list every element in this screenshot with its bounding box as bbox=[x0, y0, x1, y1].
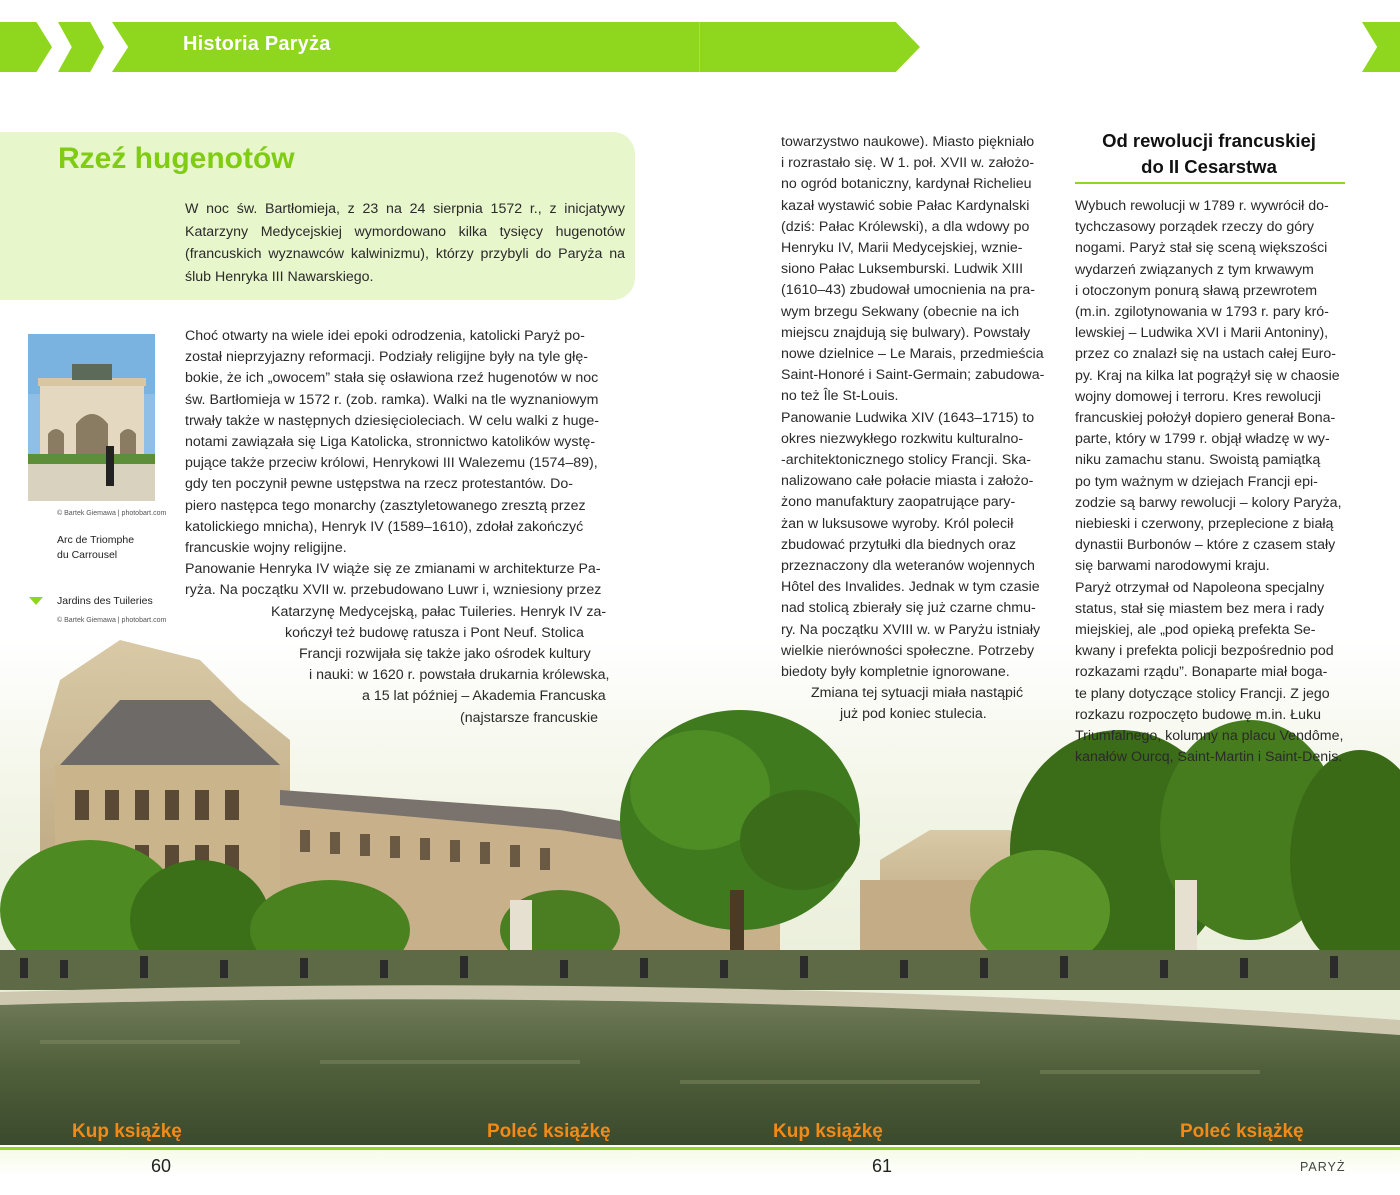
photo-caption: du Carrousel bbox=[57, 549, 118, 561]
text-line: żono manufaktury zaopatrujące pary- bbox=[781, 494, 1016, 511]
text-line: zodzie są barwy rewolucji – kolory Paryża, bbox=[1075, 494, 1342, 511]
text-line: żan w luksusowe wyroby. Król polecił bbox=[781, 515, 1014, 532]
text-line: przez co znalazł się na ustach całej Euro- bbox=[1075, 346, 1337, 363]
text-line: Hôtel des Invalides. Jednak w tym czasie bbox=[781, 579, 1040, 596]
text-line: bokie, że ich „owocem” stała się osławiona rzeź hugenotów w noc bbox=[185, 370, 599, 387]
text-line: miejscu znajdują się bulwary). Powstały bbox=[781, 324, 1031, 341]
text-line: (dziś: Pałac Królewski), a dla wdowy po bbox=[781, 218, 1030, 235]
text-line: przeznaczony dla weteranów wojennych bbox=[781, 558, 1035, 575]
text-line: parte, który w 1799 r. objął władzę w wy- bbox=[1075, 431, 1330, 448]
text-line: i nauki: w 1620 r. powstała drukarnia królewska, bbox=[309, 667, 610, 684]
text-line: Triumfalnego, kolumny na placu Vendôme, bbox=[1075, 728, 1344, 745]
recommend-book-link[interactable]: Poleć książkę bbox=[1180, 1121, 1304, 1142]
text-line: towarzystwo naukowe). Miasto piękniało bbox=[781, 134, 1035, 150]
text-line: a 15 lat później – Akademia Francuska bbox=[362, 688, 606, 705]
text-line: niku zamachu stanu. Swoistą pamiątką bbox=[1075, 452, 1321, 469]
text-line: Panowanie Henryka IV wiąże się ze zmianami w architekturze Pa- bbox=[185, 561, 601, 578]
text-line: dynastii Burbonów – które z czasem stały bbox=[1075, 537, 1336, 554]
text-line: piero następca tego monarchy (zasztyletowanego zresztą przez bbox=[185, 497, 586, 514]
text-line: pujące także przeciw królowi, Henrykowi III Walezemu (1574–89), bbox=[185, 455, 598, 472]
text-line: Wybuch rewolucji w 1789 r. wywrócił do- bbox=[1075, 198, 1329, 214]
text-line: już pod koniec stulecia. bbox=[840, 706, 987, 723]
text-line: św. Bartłomieja w 1572 r. (zob. ramka). Walki na tle wyznaniowym bbox=[185, 391, 599, 408]
text-line: nowe dzielnice – Le Marais, przedmieścia bbox=[781, 346, 1044, 363]
text-line: -architektonicznego stolicy Francji. Ska- bbox=[781, 452, 1031, 469]
text-line: wielkie nierówności społeczne. Potrzeby bbox=[781, 642, 1035, 659]
text-line: gdy ten poczynił pewne ustępstwa na rzecz protestantów. Do- bbox=[185, 476, 574, 493]
text-line: się barwami narodowymi kraju. bbox=[1075, 558, 1270, 575]
sidebar-box-title-line: do II Cesarstwa bbox=[1141, 156, 1277, 177]
text-line: katolickiego mnicha), Henryk IV (1589–1610), zdołał zakończyć bbox=[185, 518, 584, 535]
text-line: Saint-Honoré i Saint-Germain; zabudowa- bbox=[781, 367, 1045, 384]
sidebar-box-title-line: Od rewolucji francuskiej bbox=[1102, 130, 1316, 151]
photo-credit: © Bartek Giemawa | photobart.com bbox=[57, 510, 167, 517]
text-line: (m.in. zgilotynowania w 1793 r. pary kró- bbox=[1075, 304, 1329, 321]
page-gutter bbox=[699, 22, 700, 72]
text-line: Francji rozwijała się także jako ośrodek kultury bbox=[299, 646, 591, 663]
body-column-right bbox=[1075, 196, 1343, 768]
text-line: kończył też budowę ratusza i Pont Neuf. Stolica bbox=[285, 624, 584, 641]
text-line: Panowanie Ludwika XIV (1643–1715) to bbox=[781, 409, 1035, 426]
text-line: po tym ważnym w dziejach Francji epi- bbox=[1075, 473, 1318, 490]
text-line: tychczasowy porządek rzeczy do góry bbox=[1075, 219, 1314, 236]
text-line: te plany dotyczące stolicy Francji. Z jego bbox=[1075, 685, 1330, 702]
text-line: wojny domowej i terroru. Kres rewolucji bbox=[1075, 388, 1322, 405]
text-line: ry. Na początku XVIII w. w Paryżu istniały bbox=[781, 621, 1041, 638]
text-line: Zmiana tej sytuacji miała nastąpić bbox=[811, 685, 1024, 702]
text-line: niebieski i czerwony, przeplecione z białą bbox=[1075, 516, 1334, 533]
chapter-title: Historia Paryża bbox=[183, 33, 331, 55]
triangle-down-icon bbox=[29, 597, 43, 605]
sidebar-box-title bbox=[1075, 128, 1343, 180]
text-line: nad stolicą zbierały się już czarne chmu- bbox=[781, 600, 1036, 617]
text-line: lewskiej – Ludwika XVI i Marii Antoniny), bbox=[1075, 325, 1329, 342]
photo-credit: © Bartek Giemawa | photobart.com bbox=[57, 617, 167, 624]
buy-book-link[interactable]: Kup książkę bbox=[773, 1121, 883, 1142]
text-line: kazał wystawić sobie Pałac Kardynalski bbox=[781, 197, 1030, 214]
text-line: Katarzynę Medycejską, pałac Tuileries. Henryk IV za- bbox=[271, 603, 607, 620]
text-line: status, stał się miastem bez mera i rady bbox=[1075, 600, 1325, 617]
section-title: Rzeź hugenotów bbox=[58, 142, 295, 175]
panorama-caption: Jardins des Tuileries bbox=[57, 595, 153, 607]
text-line: rozkazami rządu”. Bonaparte miał boga- bbox=[1075, 664, 1328, 681]
arc-de-triomphe-photo bbox=[28, 334, 155, 501]
page-number: 61 bbox=[872, 1156, 893, 1176]
text-line: i otoczonym ponurą sławą przewrotem bbox=[1075, 282, 1318, 299]
text-line: trwały także w następnych dziesięcioleciach. W celu walki z huge- bbox=[185, 412, 599, 429]
footer-rule bbox=[0, 1147, 1400, 1150]
text-line: miejskiej, ale „pod opieką prefekta Se- bbox=[1075, 622, 1316, 639]
text-line: Choć otwarty na wiele idei epoki odrodzenia, katolicki Paryż po- bbox=[185, 328, 585, 344]
body-column-middle bbox=[781, 132, 1049, 726]
text-line: (najstarsze francuskie bbox=[460, 709, 598, 726]
text-line: rozkazu rozpoczęto budowę m.in. Łuku bbox=[1075, 706, 1322, 723]
text-line: kanałów Ourcq, Saint-Martin i Saint-Denis. bbox=[1075, 749, 1343, 766]
text-line: Paryż otrzymał od Napoleona specjalny bbox=[1075, 579, 1325, 596]
buy-book-link[interactable]: Kup książkę bbox=[72, 1121, 182, 1142]
page-number: 60 bbox=[151, 1156, 172, 1176]
text-line: siono Pałac Luksemburski. Ludwik XIII bbox=[781, 261, 1024, 278]
text-line: biedoty były kompletnie ignorowane. bbox=[781, 664, 1010, 681]
text-line: ryża. Na początku XVII w. przebudowano Luwr i, wzniesiony przez bbox=[185, 582, 602, 599]
photo-caption: Arc de Triomphe bbox=[57, 534, 135, 546]
text-line: py. Kraj na kilka lat pogrążył się w chaosie bbox=[1075, 367, 1340, 384]
text-line: Henryku IV, Marii Medycejskiej, wznie- bbox=[781, 240, 1023, 257]
text-line: zbudować przytułki dla biednych oraz bbox=[781, 536, 1017, 553]
text-line: francuskiej położył dopiero generał Bona- bbox=[1075, 410, 1336, 427]
text-line: i rozrastało się. W 1. poł. XVII w. założo- bbox=[781, 155, 1035, 172]
text-line: wydarzeń związanych z tym krwawym bbox=[1075, 261, 1314, 278]
body-column-left bbox=[185, 326, 621, 729]
text-line: kwany i prefekta policji bezpośrednio pod bbox=[1075, 643, 1334, 660]
text-line: nogami. Paryż stał się sceną większości bbox=[1075, 240, 1328, 257]
text-line: został nieprzyjazny reformacji. Podziały religijne były na tyle głę- bbox=[185, 349, 588, 366]
text-line: wym brzegu Sekwany (obecnie na ich bbox=[781, 303, 1020, 320]
footer-band bbox=[0, 1147, 1400, 1195]
text-line: okres niezwykłego rozkwitu kulturalno- bbox=[781, 430, 1024, 447]
recommend-book-link[interactable]: Poleć książkę bbox=[487, 1121, 611, 1142]
title-rule bbox=[1075, 182, 1345, 184]
text-line: no też Île St-Louis. bbox=[781, 388, 899, 405]
text-line: notami zawiązała się Liga Katolicka, stronnictwo katolików wystę- bbox=[185, 434, 596, 451]
running-footer: PARYŻ bbox=[1300, 1160, 1346, 1174]
text-line: no ogród botaniczny, kardynał Richelieu bbox=[781, 176, 1032, 193]
lead-paragraph: W noc św. Bartłomieja, z 23 na 24 sierpnia 1572 r., z inicjatywy Katarzyny Medycejskiej wymordowano kilka tysięcy hugenotów (francuskich wyznawców kalwinizmu), którzy przybyli do Paryża na ślub Henryka III Nawarskiego. bbox=[185, 201, 625, 285]
text-line: francuskie wojny religijne. bbox=[185, 540, 347, 557]
text-line: (1610–43) zbudował umocnienia na pra- bbox=[781, 282, 1035, 299]
text-line: nalizowano całe połacie miasta i założo- bbox=[781, 473, 1034, 490]
